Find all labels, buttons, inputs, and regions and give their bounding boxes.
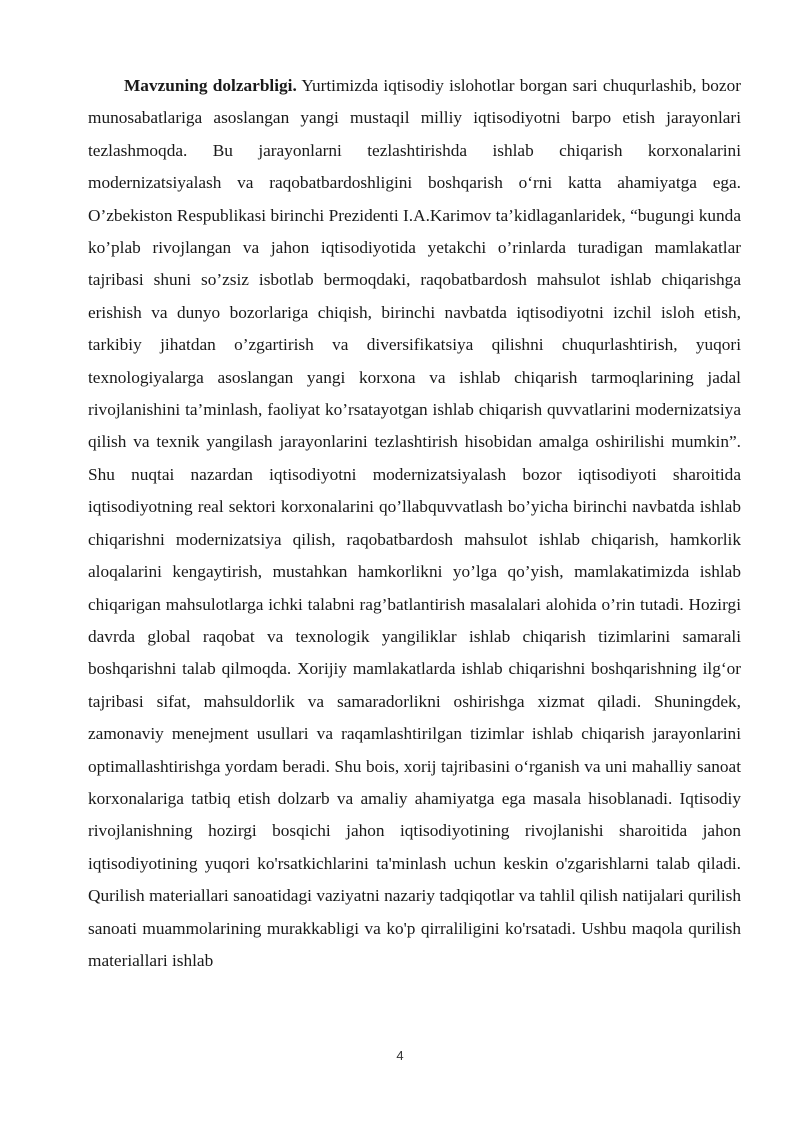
paragraph-text: Yurtimizda iqtisodiy islohotlar borgan sari chuqurlashib, bozor munosabatlariga asoslangan yangi mustaqil milliy iqtisodiyotni barpo etish jarayonlari tezlashmoqda. Bu jarayonlarni tezlashtirishda ishlab chiqarish korxonalarini modernizatsiyalash va raqobatbardoshligini boshqarish o‘rni katta ahamiyatga ega. O’zbekiston Respublikasi birinchi Prezidenti I.A.Karimov ta’kidlaganlaridek, “bugungi kunda ko’plab rivojlangan va jahon iqtisodiyotida yetakchi o’rinlarda turadigan mamlakatlar tajribasi shuni so’zsiz isbotlab bermoqdaki, raqobatbardosh mahsulot ishlab chiqarishga erishish va dunyo bozorlariga chiqish, birinchi navbatda iqtisodiyotni izchil isloh etish, tarkibiy jihatdan o’zgartirish va diversifikatsiya qilishni chuqurlashtirish, yuqori texnologiyalarga asoslangan yangi korxona va ishlab chiqarish tarmoqlarining jadal rivojlanishini ta’minlash, faoliyat ko’rsatayotgan ishlab chiqarish quvvatlarini modernizatsiya qilish va texnik yangilash jarayonlarini tezlashtirish hisobidan amalga oshirilishi mumkin”. Shu nuqtai nazardan iqtisodiyotni modernizatsiyalash bozor iqtisodiyoti sharoitida iqtisodiyotning real sektori korxonalarini qo’llabquvvatlash bo’yicha birinchi navbatda ishlab chiqarishni modernizatsiya qilish, raqobatbardosh mahsulot ishlab chiqarish, hamkorlik aloqalarini kengaytirish, mustahkan hamkorlikni yo’lga qo’yish, mamlakatimizda ishlab chiqarigan mahsulotlarga ichki talabni rag’batlantirish masalalari alohida o’rin tutadi. Hozirgi davrda global raqobat va texnologik yangiliklar ishlab chiqarish tizimlarini samarali boshqarishni talab qilmoqda. Xorijiy mamlakatlarda ishlab chiqarishni boshqarishning ilg‘or tajribasi sifat, mahsuldorlik va samaradorlikni oshirishga xizmat qiladi. Shuningdek, zamonaviy menejment usullari va raqamlashtirilgan tizimlar ishlab chiqarish jarayonlarini optimallashtirishga yordam beradi. Shu bois, xorij tajribasini o‘rganish va uni mahalliy sanoat korxonalariga tatbiq etish dolzarb va amaliy ahamiyatga ega masala hisoblanadi. Iqtisodiy rivojlanishning hozirgi bosqichi jahon iqtisodiyotining rivojlanishi sharoitida jahon iqtisodiyotining yuqori ko'rsatkichlarini ta'minlash uchun keskin o'zgarishlarni talab qiladi. Qurilish materiallari sanoatidagi vaziyatni nazariy tadqiqotlar va tahlil qilish natijalari qurilish sanoati muammolarining murakkabligi va ko'p qirraliligini ko'rsatadi. Ushbu maqola qurilish materiallari ishlab [88,76,741,970]
body-paragraph [88,70,741,977]
page-number: 4 [396,1048,404,1063]
paragraph-heading: Mavzuning dolzarbligi. [124,76,297,95]
